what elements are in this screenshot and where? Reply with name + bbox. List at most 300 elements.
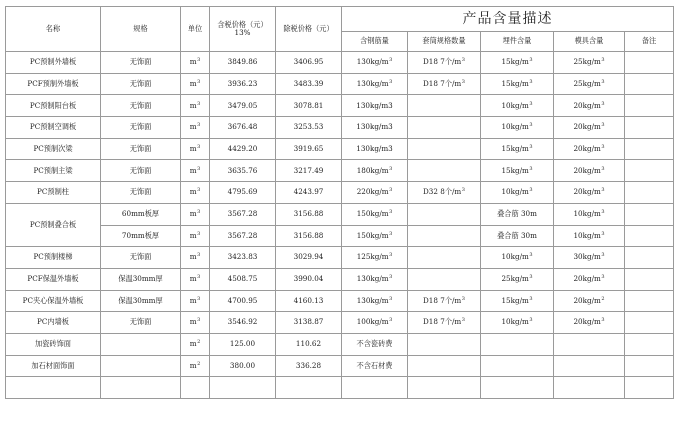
cell-text: 25kg/m [501, 274, 529, 284]
cell-text: 10kg/m [501, 100, 529, 110]
cell-text: D18 7个/m [423, 295, 462, 305]
cell-embed[interactable] [481, 138, 554, 160]
cell-embed[interactable] [481, 355, 554, 377]
cell-remark[interactable] [625, 52, 674, 74]
header-steel[interactable]: 含钢筋量 [342, 32, 408, 52]
cell-mould[interactable] [554, 355, 625, 377]
cell-mould[interactable] [554, 73, 625, 95]
cell-text: 100kg/m [356, 317, 389, 327]
cell-text: 25kg/m [573, 78, 601, 88]
cell-steel[interactable] [342, 290, 408, 312]
table-row-empty [6, 377, 674, 399]
cell-unit[interactable] [181, 160, 210, 182]
cell-sleeve[interactable] [408, 117, 481, 139]
cell-superscript: 3 [601, 57, 605, 64]
cell-spec[interactable]: 无饰面 [101, 138, 181, 160]
cell-price-notax[interactable]: 3406.95 [276, 52, 342, 74]
cell-text: 130kg/m [356, 57, 389, 67]
cell-steel[interactable] [342, 312, 408, 334]
cell-name[interactable]: PC预制次梁 [6, 138, 101, 160]
cell-text: 180kg/m [356, 165, 389, 175]
cell-text: m [189, 122, 197, 132]
cell-superscript: 3 [529, 165, 533, 172]
cell-superscript: 3 [197, 78, 201, 85]
cell-price-notax[interactable]: 3138.87 [276, 312, 342, 334]
cell-empty[interactable] [6, 377, 101, 399]
cell-embed[interactable] [481, 182, 554, 204]
cell-text: D32 8个/m [423, 187, 462, 197]
cell-embed[interactable] [481, 247, 554, 269]
cell-unit[interactable] [181, 52, 210, 74]
cell-price-tax[interactable]: 3546.92 [210, 312, 276, 334]
cell-name[interactable]: PCF保温外墙板 [6, 268, 101, 290]
cell-price-notax[interactable]: 3029.94 [276, 247, 342, 269]
cell-superscript: 3 [197, 57, 201, 64]
cell-superscript: 3 [529, 57, 533, 64]
cell-superscript: 3 [461, 187, 465, 194]
cell-spec[interactable]: 保温30mm厚 [101, 290, 181, 312]
cell-mould[interactable] [554, 333, 625, 355]
cell-text: 125kg/m [356, 252, 389, 262]
cell-text: 130kg/m [356, 295, 389, 305]
cell-price-tax[interactable]: 3423.83 [210, 247, 276, 269]
cell-price-notax[interactable]: 3078.81 [276, 95, 342, 117]
cell-text: 20kg/m [573, 165, 601, 175]
cell-superscript: 3 [601, 209, 605, 216]
cell-price-notax[interactable]: 4243.97 [276, 182, 342, 204]
cell-empty[interactable] [101, 377, 181, 399]
cell-remark[interactable] [625, 73, 674, 95]
cell-superscript: 3 [389, 209, 393, 216]
cell-price-tax[interactable]: 3567.28 [210, 203, 276, 225]
cell-steel[interactable] [342, 160, 408, 182]
cell-mould[interactable] [554, 138, 625, 160]
cell-superscript: 3 [601, 165, 605, 172]
cell-remark[interactable] [625, 312, 674, 334]
table-row [6, 52, 674, 74]
cell-text: 15kg/m [501, 165, 529, 175]
cell-text: 130kg/m [356, 78, 389, 88]
cell-unit[interactable] [181, 333, 210, 355]
cell-superscript: 3 [197, 122, 201, 129]
table-row [6, 117, 674, 139]
cell-text: 130kg/m3 [356, 100, 393, 110]
cell-remark[interactable] [625, 182, 674, 204]
cell-name[interactable]: PC预制外墙板 [6, 52, 101, 74]
cell-text: m [189, 143, 197, 153]
cell-superscript: 3 [601, 143, 605, 150]
cell-text: 不含瓷砖费 [356, 339, 393, 349]
cell-text: 20kg/m [573, 317, 601, 327]
cell-spec[interactable] [101, 355, 181, 377]
cell-text: m [189, 230, 197, 240]
cell-superscript: 3 [389, 165, 393, 172]
cell-spec[interactable]: 无饰面 [101, 182, 181, 204]
cell-empty[interactable] [210, 377, 276, 399]
cell-sleeve[interactable] [408, 333, 481, 355]
cell-superscript: 3 [197, 209, 201, 216]
cell-superscript: 3 [601, 122, 605, 129]
cell-name[interactable]: PC夹心保温外墙板 [6, 290, 101, 312]
cell-superscript: 3 [197, 295, 201, 302]
cell-superscript: 2 [197, 360, 201, 367]
cell-unit[interactable] [181, 225, 210, 247]
cell-embed[interactable] [481, 268, 554, 290]
cell-name[interactable]: 加石材面饰面 [6, 355, 101, 377]
cell-price-notax[interactable]: 3253.53 [276, 117, 342, 139]
cell-price-tax[interactable]: 4508.75 [210, 268, 276, 290]
cell-steel[interactable] [342, 268, 408, 290]
cell-spec[interactable] [101, 333, 181, 355]
cell-superscript: 3 [529, 317, 533, 324]
table-row [6, 312, 674, 334]
cell-sleeve[interactable] [408, 73, 481, 95]
cell-superscript: 3 [389, 252, 393, 259]
cell-text: 15kg/m [501, 57, 529, 67]
cell-name[interactable]: PC预制阳台板 [6, 95, 101, 117]
cell-price-tax[interactable]: 3676.48 [210, 117, 276, 139]
header-unit[interactable]: 单位 [181, 7, 210, 52]
cell-embed[interactable] [481, 95, 554, 117]
table-row [6, 203, 674, 225]
cell-text: m [189, 317, 197, 327]
cell-steel[interactable] [342, 355, 408, 377]
header-sleeve[interactable]: 套筒规格数量 [408, 32, 481, 52]
cell-remark[interactable] [625, 290, 674, 312]
cell-superscript: 3 [601, 317, 605, 324]
cell-text: m [189, 78, 197, 88]
cell-price-tax[interactable]: 3849.86 [210, 52, 276, 74]
cell-unit[interactable] [181, 138, 210, 160]
table-row [6, 290, 674, 312]
cell-superscript: 2 [197, 339, 201, 346]
cell-name[interactable]: PC预制楼梯 [6, 247, 101, 269]
cell-superscript: 3 [529, 252, 533, 259]
table-row [6, 333, 674, 355]
cell-price-notax[interactable]: 3156.88 [276, 203, 342, 225]
cell-steel[interactable] [342, 333, 408, 355]
cell-price-tax[interactable]: 125.00 [210, 333, 276, 355]
cell-text: m [189, 209, 197, 219]
cell-spec[interactable]: 无饰面 [101, 73, 181, 95]
cell-text: 15kg/m [501, 295, 529, 305]
header-price-tax-line1: 含税价格（元） [217, 19, 268, 29]
cell-spec[interactable]: 60mm板厚 [101, 203, 181, 225]
header-price-notax[interactable]: 除税价格（元） [276, 7, 342, 52]
cell-text: 不含石材费 [356, 360, 393, 370]
cell-superscript: 3 [601, 78, 605, 85]
cell-superscript: 3 [389, 295, 393, 302]
cell-sleeve[interactable] [408, 52, 481, 74]
cell-superscript: 3 [529, 122, 533, 129]
cell-embed[interactable] [481, 225, 554, 247]
cell-superscript: 2 [601, 295, 605, 302]
cell-steel[interactable] [342, 117, 408, 139]
cell-mould[interactable] [554, 117, 625, 139]
cell-text: 15kg/m [501, 143, 529, 153]
cell-superscript: 3 [389, 78, 393, 85]
cell-price-notax[interactable]: 3990.04 [276, 268, 342, 290]
cell-text: 10kg/m [501, 187, 529, 197]
cell-mould[interactable] [554, 290, 625, 312]
cell-superscript: 3 [197, 143, 201, 150]
cell-sleeve[interactable] [408, 138, 481, 160]
cell-remark[interactable] [625, 355, 674, 377]
cell-mould[interactable] [554, 247, 625, 269]
cell-remark[interactable] [625, 225, 674, 247]
cell-sleeve[interactable] [408, 290, 481, 312]
cell-superscript: 3 [529, 274, 533, 281]
cell-steel[interactable] [342, 182, 408, 204]
cell-text: 220kg/m [356, 187, 389, 197]
cell-superscript: 3 [601, 187, 605, 194]
cell-spec[interactable]: 无饰面 [101, 160, 181, 182]
cell-price-tax[interactable]: 3479.05 [210, 95, 276, 117]
cell-spec[interactable]: 无饰面 [101, 312, 181, 334]
cell-mould[interactable] [554, 268, 625, 290]
table-row [6, 160, 674, 182]
header-mould[interactable]: 模具含量 [554, 32, 625, 52]
cell-spec[interactable]: 保温30mm厚 [101, 268, 181, 290]
cell-remark[interactable] [625, 117, 674, 139]
cell-spec[interactable]: 无饰面 [101, 247, 181, 269]
cell-price-notax[interactable]: 336.28 [276, 355, 342, 377]
cell-unit[interactable] [181, 312, 210, 334]
cell-empty[interactable] [481, 377, 554, 399]
cell-text: m [189, 295, 197, 305]
cell-price-tax[interactable]: 4429.20 [210, 138, 276, 160]
header-price-tax[interactable] [210, 7, 276, 52]
cell-unit[interactable] [181, 182, 210, 204]
cell-steel[interactable] [342, 73, 408, 95]
cell-remark[interactable] [625, 138, 674, 160]
cell-name[interactable]: PC预制空调板 [6, 117, 101, 139]
cell-remark[interactable] [625, 160, 674, 182]
cell-text: m [189, 100, 197, 110]
cell-remark[interactable] [625, 268, 674, 290]
cell-superscript: 3 [529, 143, 533, 150]
cell-text: 150kg/m [356, 209, 389, 219]
cell-steel[interactable] [342, 138, 408, 160]
cell-price-notax[interactable]: 3156.88 [276, 225, 342, 247]
price-table [5, 6, 674, 399]
cell-text: m [189, 274, 197, 284]
cell-text: 10kg/m [501, 122, 529, 132]
cell-mould[interactable] [554, 52, 625, 74]
header-remark[interactable]: 备注 [625, 32, 674, 52]
header-price-tax-line2: 13% [234, 28, 251, 37]
cell-text: 130kg/m [356, 274, 389, 284]
cell-sleeve[interactable] [408, 182, 481, 204]
cell-price-tax[interactable]: 3567.28 [210, 225, 276, 247]
cell-remark[interactable] [625, 203, 674, 225]
cell-steel[interactable] [342, 247, 408, 269]
cell-superscript: 3 [197, 187, 201, 194]
cell-unit[interactable] [181, 203, 210, 225]
cell-superscript: 3 [601, 230, 605, 237]
cell-sleeve[interactable] [408, 203, 481, 225]
cell-remark[interactable] [625, 247, 674, 269]
cell-superscript: 3 [197, 230, 201, 237]
cell-superscript: 3 [389, 317, 393, 324]
cell-steel[interactable] [342, 203, 408, 225]
cell-empty[interactable] [342, 377, 408, 399]
cell-spec[interactable]: 无饰面 [101, 117, 181, 139]
cell-text: m [189, 165, 197, 175]
cell-steel[interactable] [342, 225, 408, 247]
header-name[interactable]: 名称 [6, 7, 101, 52]
cell-sleeve[interactable] [408, 268, 481, 290]
cell-price-notax[interactable]: 3919.65 [276, 138, 342, 160]
table-row [6, 225, 674, 247]
cell-mould[interactable] [554, 225, 625, 247]
cell-superscript: 3 [461, 57, 465, 64]
table-row [6, 73, 674, 95]
cell-price-notax[interactable]: 110.62 [276, 333, 342, 355]
table-body [6, 52, 674, 399]
cell-text: 130kg/m3 [356, 143, 393, 153]
cell-price-tax[interactable]: 3936.23 [210, 73, 276, 95]
cell-empty[interactable] [181, 377, 210, 399]
cell-superscript: 3 [529, 295, 533, 302]
cell-text: m [189, 187, 197, 197]
cell-unit[interactable] [181, 95, 210, 117]
cell-superscript: 3 [197, 317, 201, 324]
cell-mould[interactable] [554, 312, 625, 334]
cell-spec[interactable]: 70mm板厚 [101, 225, 181, 247]
cell-text: 130kg/m3 [356, 122, 393, 132]
cell-name[interactable]: PCF预制外墙板 [6, 73, 101, 95]
cell-text: 20kg/m [573, 100, 601, 110]
cell-empty[interactable] [276, 377, 342, 399]
cell-superscript: 3 [197, 100, 201, 107]
cell-embed[interactable] [481, 73, 554, 95]
cell-steel[interactable] [342, 52, 408, 74]
header-row-1 [6, 7, 674, 32]
cell-embed[interactable] [481, 203, 554, 225]
cell-unit[interactable] [181, 268, 210, 290]
cell-embed[interactable] [481, 160, 554, 182]
cell-spec[interactable]: 无饰面 [101, 52, 181, 74]
cell-sleeve[interactable] [408, 225, 481, 247]
table-row [6, 247, 674, 269]
cell-superscript: 3 [197, 165, 201, 172]
cell-name[interactable]: PC预制柱 [6, 182, 101, 204]
cell-unit[interactable] [181, 73, 210, 95]
cell-text: 20kg/m [573, 187, 601, 197]
cell-embed[interactable] [481, 290, 554, 312]
cell-embed[interactable] [481, 52, 554, 74]
cell-text: 20kg/m [573, 274, 601, 284]
cell-superscript: 3 [529, 78, 533, 85]
table-row [6, 268, 674, 290]
cell-text: 叠合筋 30m [497, 209, 537, 219]
cell-price-tax[interactable]: 4795.69 [210, 182, 276, 204]
cell-superscript: 3 [529, 100, 533, 107]
cell-steel[interactable] [342, 95, 408, 117]
cell-embed[interactable] [481, 117, 554, 139]
cell-text: 10kg/m [501, 252, 529, 262]
cell-superscript: 3 [197, 252, 201, 259]
cell-text: 10kg/m [573, 230, 601, 240]
cell-empty[interactable] [625, 377, 674, 399]
cell-name[interactable]: PC预制叠合板 [6, 203, 101, 246]
cell-name[interactable]: PC预制主梁 [6, 160, 101, 182]
table-row [6, 182, 674, 204]
cell-sleeve[interactable] [408, 160, 481, 182]
cell-price-notax[interactable]: 3217.49 [276, 160, 342, 182]
cell-text: 20kg/m [573, 295, 601, 305]
cell-superscript: 3 [601, 100, 605, 107]
cell-sleeve[interactable] [408, 247, 481, 269]
cell-price-tax[interactable]: 4700.95 [210, 290, 276, 312]
cell-text: D18 7个/m [423, 317, 462, 327]
cell-price-tax[interactable]: 380.00 [210, 355, 276, 377]
cell-superscript: 3 [389, 57, 393, 64]
cell-embed[interactable] [481, 333, 554, 355]
cell-price-tax[interactable]: 3635.76 [210, 160, 276, 182]
cell-mould[interactable] [554, 182, 625, 204]
cell-superscript: 3 [601, 274, 605, 281]
header-group-title[interactable]: 产品含量描述 [342, 7, 674, 32]
cell-superscript: 3 [389, 274, 393, 281]
cell-text: 30kg/m [573, 252, 601, 262]
cell-text: 25kg/m [573, 57, 601, 67]
cell-name[interactable]: PC内墙板 [6, 312, 101, 334]
table-row [6, 95, 674, 117]
header-embed[interactable]: 埋件含量 [481, 32, 554, 52]
cell-superscript: 3 [389, 230, 393, 237]
cell-empty[interactable] [408, 377, 481, 399]
cell-superscript: 3 [461, 78, 465, 85]
cell-sleeve[interactable] [408, 312, 481, 334]
cell-unit[interactable] [181, 355, 210, 377]
cell-superscript: 3 [529, 187, 533, 194]
cell-unit[interactable] [181, 117, 210, 139]
cell-name[interactable]: 加瓷砖饰面 [6, 333, 101, 355]
cell-mould[interactable] [554, 203, 625, 225]
cell-superscript: 3 [601, 252, 605, 259]
cell-embed[interactable] [481, 312, 554, 334]
cell-spec[interactable]: 无饰面 [101, 95, 181, 117]
cell-unit[interactable] [181, 247, 210, 269]
cell-empty[interactable] [554, 377, 625, 399]
cell-sleeve[interactable] [408, 95, 481, 117]
cell-text: m [189, 57, 197, 67]
cell-price-notax[interactable]: 4160.13 [276, 290, 342, 312]
cell-sleeve[interactable] [408, 355, 481, 377]
cell-mould[interactable] [554, 95, 625, 117]
table-row [6, 355, 674, 377]
cell-superscript: 3 [461, 295, 465, 302]
cell-text: 20kg/m [573, 122, 601, 132]
cell-remark[interactable] [625, 95, 674, 117]
cell-price-notax[interactable]: 3483.39 [276, 73, 342, 95]
cell-text: 叠合筋 30m [497, 230, 537, 240]
cell-text: D18 7个/m [423, 57, 462, 67]
cell-text: 15kg/m [501, 78, 529, 88]
cell-superscript: 3 [389, 187, 393, 194]
cell-text: D18 7个/m [423, 78, 462, 88]
cell-superscript: 3 [461, 317, 465, 324]
cell-unit[interactable] [181, 290, 210, 312]
header-spec[interactable]: 规格 [101, 7, 181, 52]
cell-remark[interactable] [625, 333, 674, 355]
cell-mould[interactable] [554, 160, 625, 182]
cell-superscript: 3 [197, 274, 201, 281]
cell-text: m [189, 360, 197, 370]
cell-text: 150kg/m [356, 230, 389, 240]
